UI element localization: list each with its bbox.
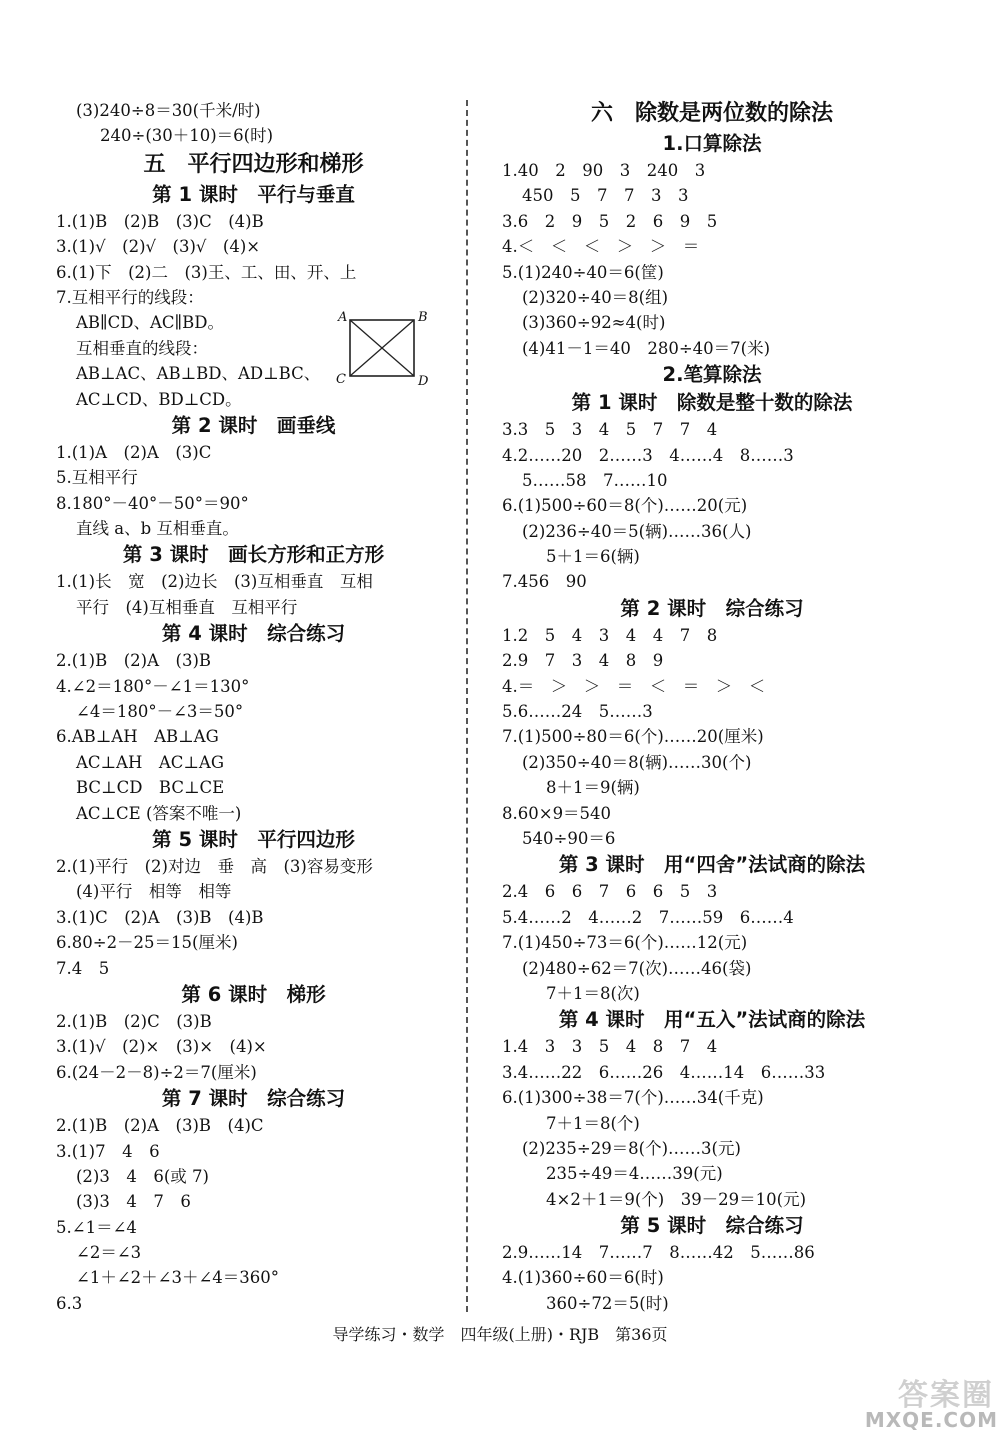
answer-line: AB∥CD、AC∥BD。 xyxy=(76,313,225,333)
answer-line: 5……58 7……10 xyxy=(522,470,668,490)
answer-line: 360÷72＝5(时) xyxy=(546,1293,669,1313)
answer-line: 1.(1)B (2)B (3)C (4)B xyxy=(56,211,264,231)
answer-line: 1.4 3 3 5 4 8 7 4 xyxy=(502,1037,718,1057)
watermark-brand: 答案圈 xyxy=(898,1378,994,1413)
answer-line: 6.80÷2－25＝15(厘米) xyxy=(56,933,238,953)
answer-line: 7.(1)450÷73＝6(个)……12(元) xyxy=(502,933,748,953)
answer-line: 7.4 5 xyxy=(56,958,110,978)
answer-line: 1.40 2 90 3 240 3 xyxy=(502,161,706,180)
lesson-title: 第 1 课时 平行与垂直 xyxy=(152,182,355,206)
answer-line: 3.(1)C (2)A (3)B (4)B xyxy=(56,907,264,927)
column-divider xyxy=(466,100,468,1312)
section-title: 1.口算除法 xyxy=(662,132,762,155)
answer-line: AB⊥AC、AB⊥BD、AD⊥BC、 xyxy=(76,364,321,384)
vertex-label-d: D xyxy=(418,374,429,389)
answer-line: 4.＜ ＜ ＜ ＞ ＞ ＝ xyxy=(502,237,700,257)
answer-line: (2)480÷62＝7(次)……46(袋) xyxy=(522,958,752,978)
lesson-title: 第 4 课时 综合练习 xyxy=(161,622,346,646)
vertex-label-b: B xyxy=(418,310,428,325)
answer-line: 4×2＋1＝9(个) 39－29＝10(元) xyxy=(546,1189,807,1209)
lesson-title: 第 5 课时 平行四边形 xyxy=(152,827,355,851)
answer-line: 5.(1)240÷40＝6(筐) xyxy=(502,262,664,282)
answer-line: 8.180°－40°－50°＝90° xyxy=(56,493,249,513)
answer-line: 2.(1)平行 (2)对边 垂 高 (3)容易变形 xyxy=(56,856,373,876)
answer-line: 3.3 5 3 4 5 7 7 4 xyxy=(502,420,718,440)
lesson-title: 第 6 课时 梯形 xyxy=(181,982,326,1006)
answer-line: 5.4……2 4……2 7……59 6……4 xyxy=(502,907,794,927)
answer-line: 2.(1)B (2)C (3)B xyxy=(56,1011,212,1031)
left-column xyxy=(56,98,451,1316)
answer-line: 3.4……22 6……26 4……14 6……33 xyxy=(502,1062,826,1082)
answer-line: ∠1＋∠2＋∠3＋∠4＝360° xyxy=(76,1268,280,1288)
answer-line: 1.(1)长 宽 (2)边长 (3)互相垂直 互相 xyxy=(56,572,373,592)
answer-line: 7＋1＝8(个) xyxy=(546,1113,640,1133)
answer-line: 5＋1＝6(辆) xyxy=(546,547,640,567)
answer-line: 6.AB⊥AH AB⊥AG xyxy=(56,727,219,747)
answer-line: 2.9……14 7……7 8……42 5……86 xyxy=(502,1243,815,1263)
answer-line: 4.∠2＝180°－∠1＝130° xyxy=(56,676,250,696)
answer-line: (2)350÷40＝8(辆)……30(个) xyxy=(522,752,752,772)
lesson-title: 第 7 课时 综合练习 xyxy=(161,1087,346,1111)
lesson-title: 第 5 课时 综合练习 xyxy=(620,1214,804,1238)
watermark xyxy=(838,1370,998,1432)
answer-line: 3.6 2 9 5 2 6 9 5 xyxy=(502,211,718,231)
answer-line: 4.＝ ＞ ＞ ＝ ＜ ＝ ＞ ＜ xyxy=(502,676,766,696)
answer-line: 5.6……24 5……3 xyxy=(502,702,653,722)
answer-line: 7.456 90 xyxy=(502,572,587,592)
answer-line: 4.(1)360÷60＝6(时) xyxy=(502,1268,664,1288)
answer-line: (2)235÷29＝8(个)……3(元) xyxy=(522,1138,741,1158)
answer-line: 450 5 7 7 3 3 xyxy=(522,186,689,206)
lesson-title: 第 1 课时 除数是整十数的除法 xyxy=(571,391,853,415)
page-footer: 导学练习・数学 四年级(上册)・RJB 第36页 xyxy=(332,1325,668,1344)
lesson-title: 第 2 课时 画垂线 xyxy=(171,413,336,437)
answer-line: (3)240÷8＝30(千米/时) xyxy=(76,101,261,120)
rectangle-diagonals-diagram xyxy=(336,312,428,388)
answer-line: (4)平行 相等 相等 xyxy=(76,882,232,902)
answer-line: 2.(1)B (2)A (3)B xyxy=(56,651,212,671)
answer-line: 6.3 xyxy=(56,1293,83,1313)
answer-line: 平行 (4)互相垂直 互相平行 xyxy=(76,597,298,617)
answer-line: 互相垂直的线段： xyxy=(76,338,208,358)
vertex-label-a: A xyxy=(338,310,348,325)
lesson-title: 第 2 课时 综合练习 xyxy=(620,596,804,620)
answer-line: 4.2……20 2……3 4……4 8……3 xyxy=(502,445,794,465)
answer-line: (2)320÷40＝8(组) xyxy=(522,287,669,307)
answer-line: (2)3 4 6(或 7) xyxy=(76,1166,209,1186)
answer-line: 6.(1)500÷60＝8(个)……20(元) xyxy=(502,496,748,516)
answer-line: 1.2 5 4 3 4 4 7 8 xyxy=(502,625,718,645)
watermark-url: MXQE.COM xyxy=(864,1408,998,1432)
answer-line: 7.(1)500÷80＝6(个)……20(厘米) xyxy=(502,727,764,747)
vertex-label-c: C xyxy=(336,372,346,387)
lesson-title: 第 3 课时 用“四舍”法试商的除法 xyxy=(558,853,866,877)
answer-line: (2)236÷40＝5(辆)……36(人) xyxy=(522,521,752,541)
answer-line: 235÷49＝4……39(元) xyxy=(546,1164,723,1184)
answer-line: 540÷90＝6 xyxy=(522,828,616,848)
answer-line: AC⊥CE (答案不唯一) xyxy=(76,803,242,823)
answer-line: 6.(1)下 (2)二 (3)王、工、田、开、上 xyxy=(56,262,357,282)
answer-line: 2.4 6 6 7 6 6 5 3 xyxy=(502,882,718,902)
answer-line: 直线 a、b 互相垂直。 xyxy=(76,519,239,539)
answer-line: 5.∠1＝∠4 xyxy=(56,1217,137,1237)
answer-line: ∠2＝∠3 xyxy=(76,1243,142,1263)
answer-line: 3.(1)√ (2)√ (3)√ (4)× xyxy=(56,237,261,257)
answer-line: 6.(24－2－8)÷2＝7(厘米) xyxy=(56,1062,257,1082)
lesson-title: 第 3 课时 画长方形和正方形 xyxy=(122,543,385,567)
unit-title: 六 除数是两位数的除法 xyxy=(590,101,833,126)
answer-line: 2.(1)B (2)A (3)B (4)C xyxy=(56,1116,264,1136)
answer-line: 7.互相平行的线段： xyxy=(56,287,204,307)
section-title: 2.笔算除法 xyxy=(662,363,762,387)
answer-line: 3.(1)7 4 6 xyxy=(56,1141,160,1161)
lesson-title: 第 4 课时 用“五入”法试商的除法 xyxy=(558,1008,866,1032)
answer-line: 8＋1＝9(辆) xyxy=(546,778,640,798)
answer-line: 5.互相平行 xyxy=(56,468,138,488)
answer-line: AC⊥AH AC⊥AG xyxy=(76,752,225,772)
unit-title: 五 平行四边形和梯形 xyxy=(143,151,364,177)
answer-line: (3)360÷92≈4(时) xyxy=(522,313,666,333)
right-column xyxy=(502,98,922,1316)
answer-line: 6.(1)300÷38＝7(个)……34(千克) xyxy=(502,1088,764,1108)
answer-line: 240÷(30＋10)＝6(时) xyxy=(100,126,274,146)
answer-line: ∠4＝180°－∠3＝50° xyxy=(76,702,244,722)
answer-line: 1.(1)A (2)A (3)C xyxy=(56,442,212,462)
answer-line: (4)41－1＝40 280÷40＝7(米) xyxy=(522,338,771,358)
answer-line: 3.(1)√ (2)× (3)× (4)× xyxy=(56,1037,267,1057)
answer-line: 8.60×9＝540 xyxy=(502,803,612,823)
rectangle-figure xyxy=(336,312,428,388)
answer-line: 7＋1＝8(次) xyxy=(546,983,640,1003)
answer-line: AC⊥CD、BD⊥CD。 xyxy=(76,389,242,409)
answer-line: 2.9 7 3 4 8 9 xyxy=(502,651,664,671)
answer-line: BC⊥CD BC⊥CE xyxy=(76,778,225,798)
answer-line: (3)3 4 7 6 xyxy=(76,1192,191,1212)
